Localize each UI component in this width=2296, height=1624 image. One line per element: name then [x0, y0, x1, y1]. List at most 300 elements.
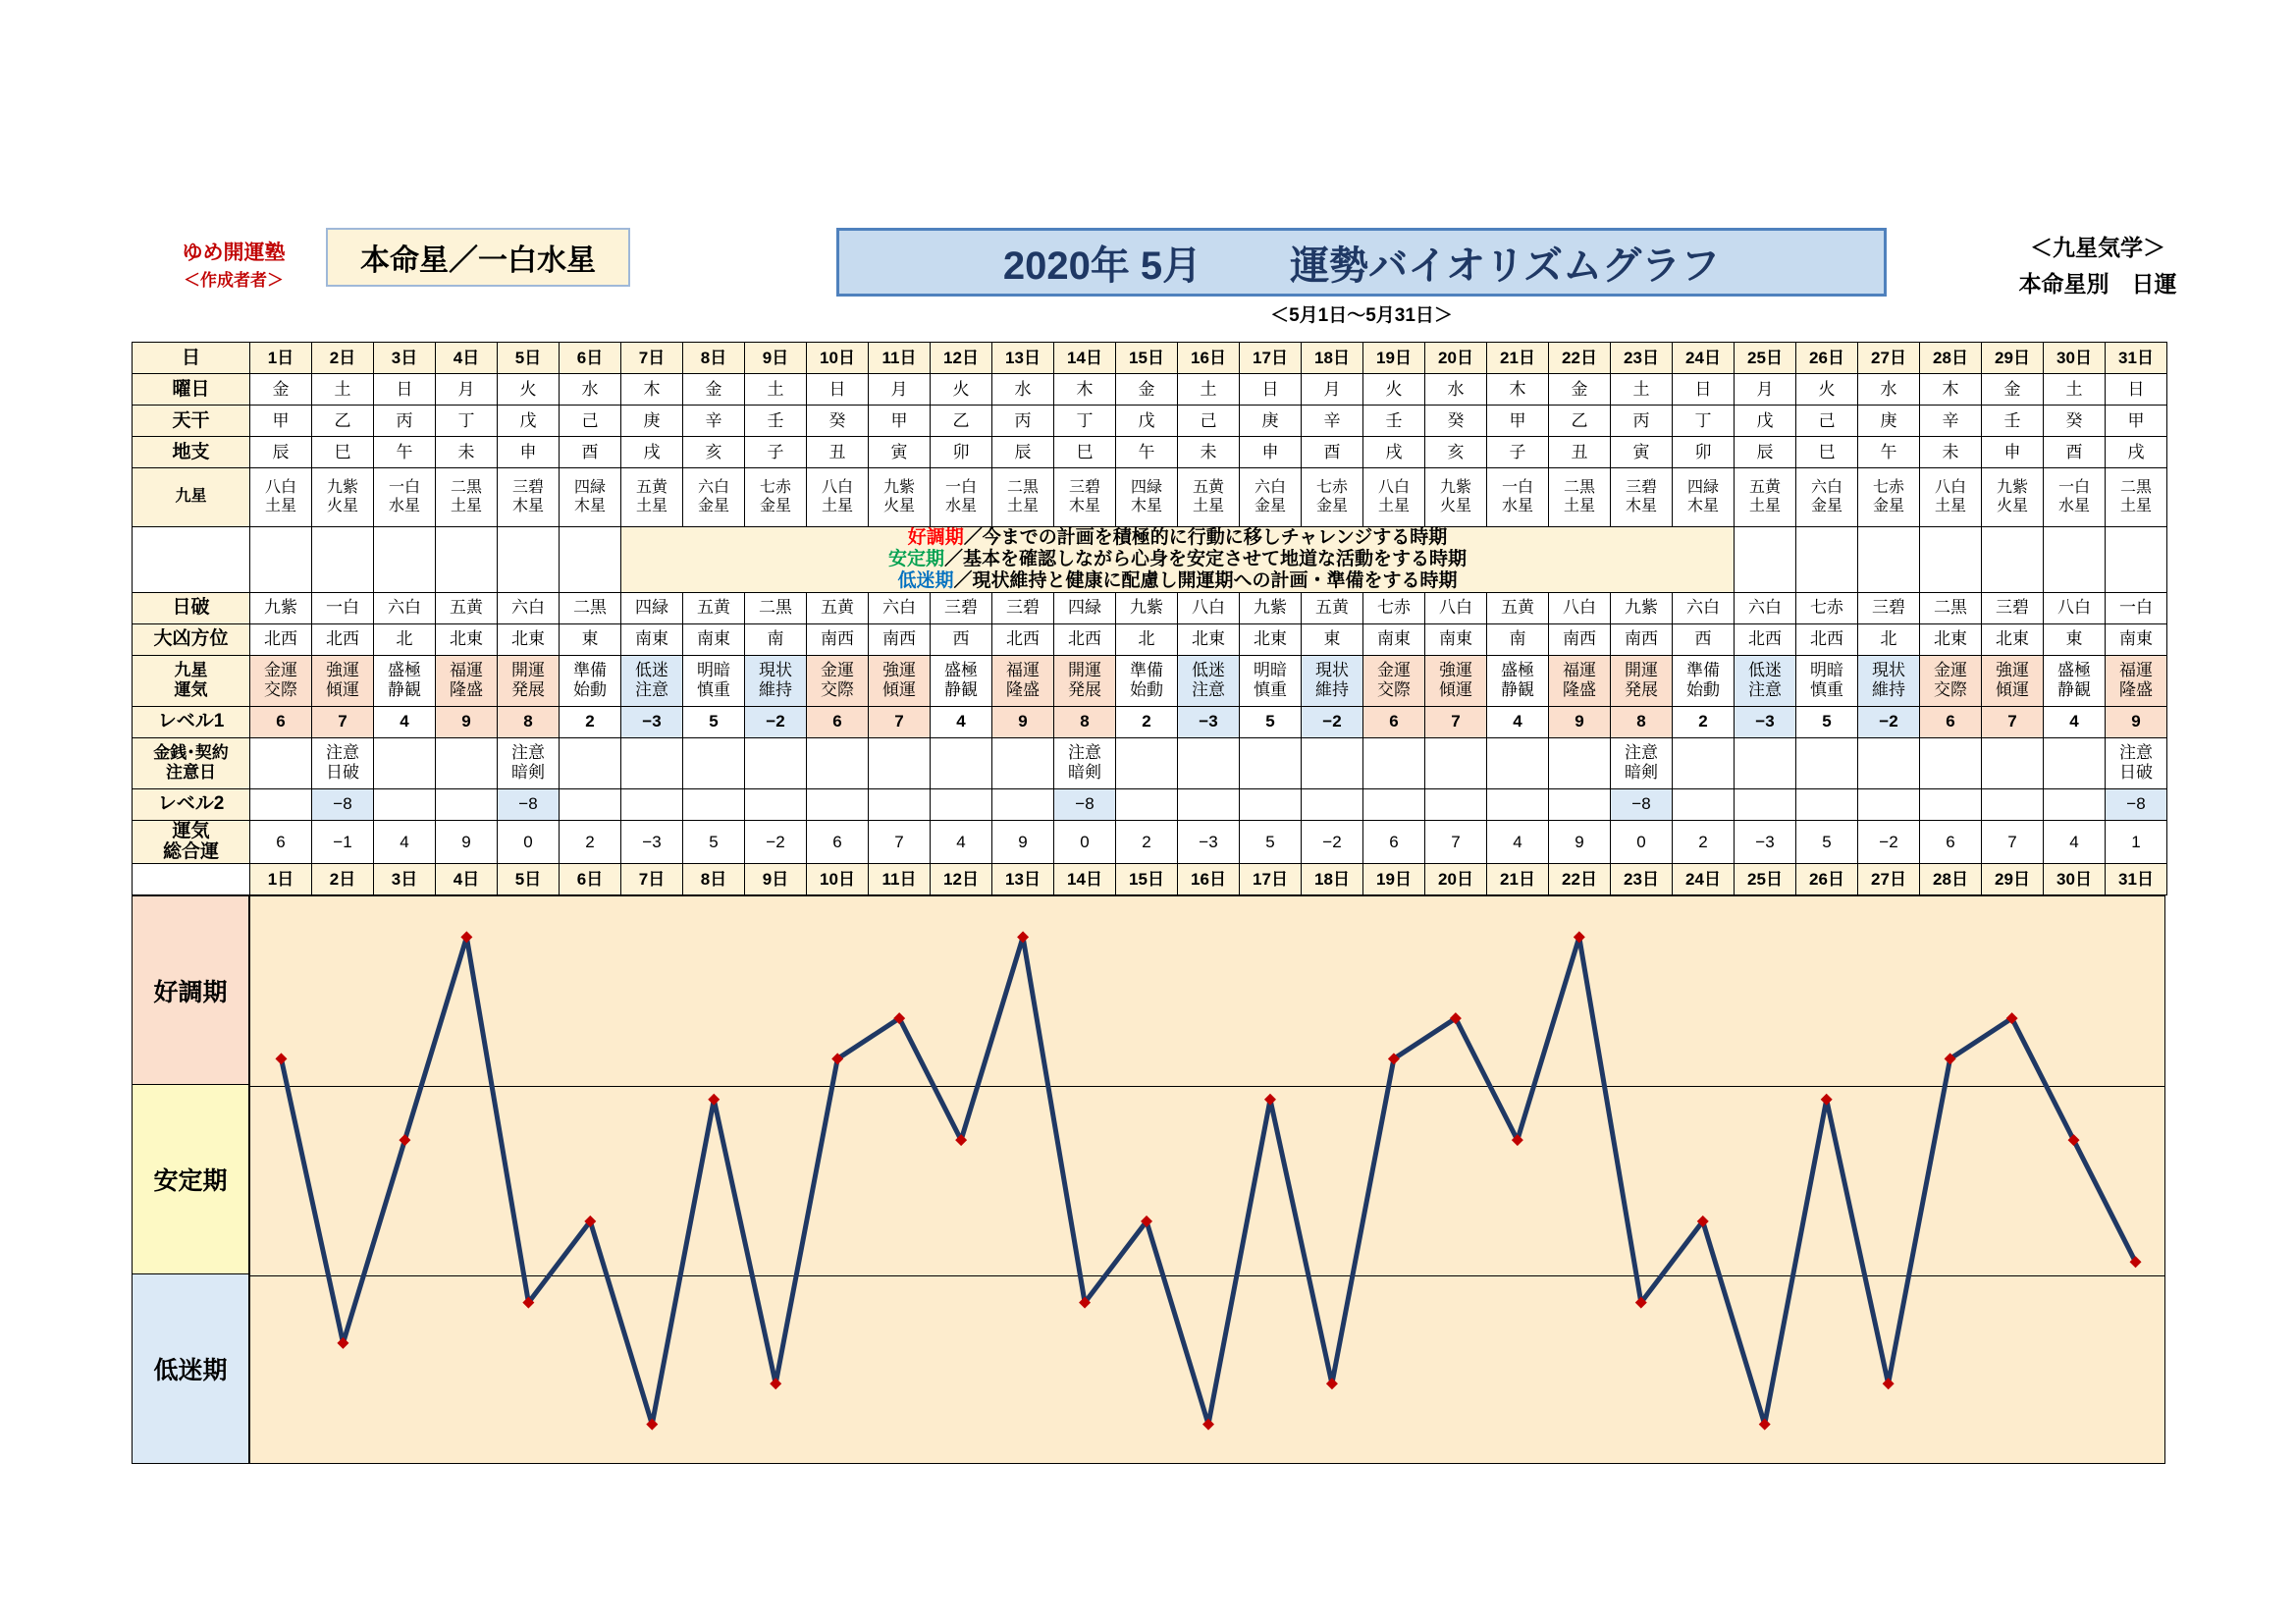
daikyou-cell: 北東	[1240, 623, 1302, 655]
kyusei-cell: 九紫 火星	[312, 468, 374, 527]
kyusei-cell: 六白 金星	[1240, 468, 1302, 527]
day-bottom-cell: 9日	[745, 864, 807, 895]
daikyou-cell: 北西	[992, 623, 1054, 655]
tenkan-cell: 壬	[1982, 406, 2044, 437]
tenkan-cell: 辛	[683, 406, 745, 437]
kyusei-unki-cell: 強運 傾運	[1425, 655, 1487, 706]
chishi-cell: 申	[1240, 437, 1302, 468]
chishi-cell: 未	[436, 437, 498, 468]
nichiun-label: 本命星別 日運	[2018, 270, 2177, 297]
series-point	[1017, 932, 1029, 944]
kyusei-cell: 七赤 金星	[1858, 468, 1920, 527]
day-cell: 21日	[1487, 343, 1549, 374]
tenkan-cell: 庚	[1240, 406, 1302, 437]
level1-cell: 6	[1363, 706, 1425, 737]
legend-spacer-left	[133, 527, 250, 593]
kyusei-unki-cell: 金運 交際	[250, 655, 312, 706]
title-date: 2020年 5月	[1002, 244, 1202, 288]
kyusei-cell: 六白 金星	[683, 468, 745, 527]
kyusei-cell: 五黄 土星	[1735, 468, 1796, 527]
daikyou-cell: 北	[1116, 623, 1178, 655]
weekday-cell: 日	[374, 374, 436, 406]
kyusei-cell: 四緑 木星	[1116, 468, 1178, 527]
kyusei-cell: 八白 土星	[1363, 468, 1425, 527]
kinsen-row	[133, 737, 2167, 788]
level2-cell	[621, 788, 683, 820]
tenkan-cell: 甲	[869, 406, 931, 437]
tenkan-cell: 丙	[374, 406, 436, 437]
tenkan-cell: 戊	[1116, 406, 1178, 437]
org-author: ＜作成者者＞	[184, 271, 284, 290]
kinsen-cell	[1796, 737, 1858, 788]
chishi-cell: 子	[1487, 437, 1549, 468]
level1-cell: 9	[2106, 706, 2167, 737]
kyusei-unki-label: 九星 運気	[133, 655, 250, 706]
day-bottom-cell: 19日	[1363, 864, 1425, 895]
sougou-cell: 4	[2044, 820, 2106, 864]
legend-line-2	[621, 570, 1734, 592]
level2-cell	[1982, 788, 2044, 820]
header-right	[1975, 230, 2220, 302]
weekday-cell: 火	[1363, 374, 1425, 406]
nippa-cell: 五黄	[683, 592, 745, 623]
weekday-cell: 木	[1920, 374, 1982, 406]
sougou-cell: 6	[250, 820, 312, 864]
legend-spacer	[560, 527, 621, 593]
level1-cell: 2	[1116, 706, 1178, 737]
chishi-cell: 寅	[869, 437, 931, 468]
sougou-cell: 0	[498, 820, 560, 864]
level1-cell: 5	[1240, 706, 1302, 737]
kinsen-cell	[931, 737, 992, 788]
nippa-cell: 六白	[374, 592, 436, 623]
kinsen-cell	[1302, 737, 1363, 788]
legend-spacer	[1858, 527, 1920, 593]
sougou-cell: 7	[1982, 820, 2044, 864]
daikyou-cell: 西	[931, 623, 992, 655]
series-point	[708, 1094, 720, 1106]
level1-cell: 4	[374, 706, 436, 737]
sougou-cell: −2	[745, 820, 807, 864]
kyusei-cell: 九紫 火星	[1425, 468, 1487, 527]
level2-cell	[250, 788, 312, 820]
chishi-cell: 酉	[560, 437, 621, 468]
series-point	[1326, 1379, 1338, 1390]
day-cell: 24日	[1673, 343, 1735, 374]
kyusei-unki-cell: 準備 始動	[1673, 655, 1735, 706]
tenkan-cell: 乙	[931, 406, 992, 437]
day-bottom-cell: 4日	[436, 864, 498, 895]
level2-cell	[869, 788, 931, 820]
tenkan-cell: 辛	[1302, 406, 1363, 437]
kyusei-cell: 一白 水星	[2044, 468, 2106, 527]
kinsen-cell	[1487, 737, 1549, 788]
level2-cell	[2044, 788, 2106, 820]
level2-label: レベル2	[133, 788, 250, 820]
weekday-cell: 火	[498, 374, 560, 406]
kinsen-cell	[1425, 737, 1487, 788]
level2-cell	[1178, 788, 1240, 820]
chishi-cell: 卯	[931, 437, 992, 468]
level1-label: レベル1	[133, 706, 250, 737]
daikyou-cell: 南西	[807, 623, 869, 655]
sougou-cell: 5	[683, 820, 745, 864]
level2-cell	[931, 788, 992, 820]
weekday-cell: 火	[931, 374, 992, 406]
kyusei-unki-cell: 現状 維持	[1858, 655, 1920, 706]
kyusei-cell: 三碧 木星	[498, 468, 560, 527]
biorhythm-graph	[132, 895, 2165, 1464]
level1-cell: 9	[436, 706, 498, 737]
level2-cell	[1116, 788, 1178, 820]
legend-row	[133, 527, 2167, 593]
kinsen-cell	[1673, 737, 1735, 788]
day-bottom-cell: 14日	[1054, 864, 1116, 895]
kyusei-unki-cell: 明暗 慎重	[1796, 655, 1858, 706]
sougou-cell: −3	[621, 820, 683, 864]
kyusei-cell: 二黒 土星	[436, 468, 498, 527]
day-row	[133, 343, 2167, 374]
weekday-cell: 水	[1858, 374, 1920, 406]
weekday-cell: 月	[1735, 374, 1796, 406]
weekday-cell: 水	[560, 374, 621, 406]
level1-row	[133, 706, 2167, 737]
chishi-label: 地支	[133, 437, 250, 468]
day-bottom-cell: 18日	[1302, 864, 1363, 895]
day-bottom-cell: 6日	[560, 864, 621, 895]
kyusei-cell: 二黒 土星	[992, 468, 1054, 527]
legend-desc-2: ／現状維持と健康に配慮し開運期への計画・準備をする時期	[953, 569, 1458, 591]
tenkan-row	[133, 406, 2167, 437]
nippa-cell: 二黒	[745, 592, 807, 623]
title-main: 運勢バイオリズムグラフ	[1290, 244, 1721, 288]
kyusei-unki-cell: 福運 隆盛	[1549, 655, 1611, 706]
level2-cell: −8	[498, 788, 560, 820]
nippa-label: 日破	[133, 592, 250, 623]
nippa-cell: 六白	[1735, 592, 1796, 623]
sougou-cell: 1	[2106, 820, 2167, 864]
daikyou-cell: 北西	[250, 623, 312, 655]
level1-cell: 8	[1054, 706, 1116, 737]
sougou-cell: 5	[1796, 820, 1858, 864]
tenkan-cell: 甲	[250, 406, 312, 437]
chishi-cell: 申	[1982, 437, 2044, 468]
kinsen-cell	[1240, 737, 1302, 788]
level1-cell: 7	[312, 706, 374, 737]
level2-cell: −8	[1054, 788, 1116, 820]
day-cell: 16日	[1178, 343, 1240, 374]
sougou-cell: 6	[1920, 820, 1982, 864]
day-cell: 30日	[2044, 343, 2106, 374]
level1-cell: 7	[1425, 706, 1487, 737]
series-point	[1759, 1419, 1771, 1431]
day-cell: 26日	[1796, 343, 1858, 374]
series-point	[646, 1419, 658, 1431]
kinsen-cell	[436, 737, 498, 788]
series-point	[1202, 1419, 1214, 1431]
day-cell: 28日	[1920, 343, 1982, 374]
chishi-cell: 辰	[992, 437, 1054, 468]
band-label-low: 低迷期	[132, 1274, 249, 1464]
weekday-cell: 土	[1611, 374, 1673, 406]
weekday-cell: 金	[1982, 374, 2044, 406]
kyusei-cell: 八白 土星	[807, 468, 869, 527]
chishi-cell: 寅	[1611, 437, 1673, 468]
sougou-cell: −3	[1735, 820, 1796, 864]
legend-line-0	[621, 527, 1734, 549]
day-cell: 3日	[374, 343, 436, 374]
weekday-cell: 金	[683, 374, 745, 406]
day-bottom-cell: 5日	[498, 864, 560, 895]
daikyou-cell: 南西	[1549, 623, 1611, 655]
tenkan-cell: 戊	[1735, 406, 1796, 437]
day-bottom-cell: 1日	[250, 864, 312, 895]
sougou-cell: 2	[1116, 820, 1178, 864]
tenkan-cell: 丁	[1054, 406, 1116, 437]
level2-cell	[1363, 788, 1425, 820]
band-label-stable: 安定期	[132, 1085, 249, 1274]
sougou-row	[133, 820, 2167, 864]
kyusei-cell: 七赤 金星	[745, 468, 807, 527]
level1-cell: 5	[1796, 706, 1858, 737]
daikyou-cell: 南東	[683, 623, 745, 655]
org-block	[149, 228, 318, 302]
legend-spacer	[2106, 527, 2167, 593]
kyusei-cell: 五黄 土星	[621, 468, 683, 527]
day-cell: 22日	[1549, 343, 1611, 374]
series-line	[282, 938, 2136, 1425]
graph-plot-area	[249, 895, 2165, 1464]
sougou-cell: −2	[1858, 820, 1920, 864]
level1-cell: 5	[683, 706, 745, 737]
nippa-cell: 六白	[1673, 592, 1735, 623]
chishi-cell: 亥	[1425, 437, 1487, 468]
chishi-cell: 未	[1920, 437, 1982, 468]
nippa-cell: 七赤	[1796, 592, 1858, 623]
daikyou-cell: 北東	[1920, 623, 1982, 655]
kyusei-unki-cell: 準備 始動	[1116, 655, 1178, 706]
tenkan-cell: 丙	[1611, 406, 1673, 437]
weekday-cell: 土	[312, 374, 374, 406]
level1-cell: 7	[869, 706, 931, 737]
day-bottom-cell: 21日	[1487, 864, 1549, 895]
kyusei-unki-cell: 福運 隆盛	[2106, 655, 2167, 706]
tenkan-label: 天干	[133, 406, 250, 437]
nippa-cell: 一白	[2106, 592, 2167, 623]
legend-spacer	[374, 527, 436, 593]
chishi-cell: 未	[1178, 437, 1240, 468]
kyusei-cell: 九紫 火星	[1982, 468, 2044, 527]
daikyou-cell: 北西	[1796, 623, 1858, 655]
day-label: 日	[133, 343, 250, 374]
kinsen-cell	[1363, 737, 1425, 788]
level2-cell	[1240, 788, 1302, 820]
chishi-cell: 戌	[1363, 437, 1425, 468]
level2-cell	[1673, 788, 1735, 820]
nippa-cell: 三碧	[931, 592, 992, 623]
kyusei-cell: 七赤 金星	[1302, 468, 1363, 527]
nippa-cell: 二黒	[1920, 592, 1982, 623]
chishi-cell: 戌	[621, 437, 683, 468]
sougou-cell: −3	[1178, 820, 1240, 864]
day-cell: 11日	[869, 343, 931, 374]
level2-cell	[560, 788, 621, 820]
chishi-cell: 卯	[1673, 437, 1735, 468]
tenkan-cell: 壬	[745, 406, 807, 437]
kinsen-cell	[1735, 737, 1796, 788]
kyusei-unki-cell: 金運 交際	[1363, 655, 1425, 706]
day-bottom-cell: 16日	[1178, 864, 1240, 895]
nippa-cell: 五黄	[807, 592, 869, 623]
nippa-cell: 五黄	[436, 592, 498, 623]
day-cell: 13日	[992, 343, 1054, 374]
daikyou-cell: 北	[1858, 623, 1920, 655]
level1-cell: −3	[1735, 706, 1796, 737]
tenkan-cell: 乙	[312, 406, 374, 437]
kinsen-cell	[1549, 737, 1611, 788]
nippa-cell: 九紫	[1240, 592, 1302, 623]
nippa-cell: 一白	[312, 592, 374, 623]
kinsen-cell	[2044, 737, 2106, 788]
day-bottom-cell: 22日	[1549, 864, 1611, 895]
daikyou-label: 大凶方位	[133, 623, 250, 655]
daikyou-cell: 北西	[1735, 623, 1796, 655]
level1-cell: 6	[807, 706, 869, 737]
tenkan-cell: 己	[1178, 406, 1240, 437]
kyusei-unki-cell: 福運 隆盛	[992, 655, 1054, 706]
kyusei-unki-cell: 低迷 注意	[621, 655, 683, 706]
level2-cell	[1425, 788, 1487, 820]
level2-cell: −8	[1611, 788, 1673, 820]
level2-cell	[374, 788, 436, 820]
day-bottom-label	[133, 864, 250, 895]
day-cell: 15日	[1116, 343, 1178, 374]
day-bottom-cell: 10日	[807, 864, 869, 895]
chishi-cell: 巳	[312, 437, 374, 468]
kinsen-cell	[374, 737, 436, 788]
tenkan-cell: 庚	[621, 406, 683, 437]
day-cell: 9日	[745, 343, 807, 374]
honmeisei-badge: 本命星／一白水星	[326, 228, 630, 287]
tenkan-cell: 己	[1796, 406, 1858, 437]
tenkan-cell: 己	[560, 406, 621, 437]
kyusei-label: 九星	[133, 468, 250, 527]
kyusei-cell: 二黒 土星	[1549, 468, 1611, 527]
legend-spacer	[250, 527, 312, 593]
sougou-cell: 4	[931, 820, 992, 864]
day-cell: 14日	[1054, 343, 1116, 374]
tenkan-cell: 丁	[1673, 406, 1735, 437]
nippa-cell: 九紫	[1116, 592, 1178, 623]
chishi-cell: 子	[745, 437, 807, 468]
chishi-cell: 午	[374, 437, 436, 468]
kinsen-cell: 注意 暗剣	[1611, 737, 1673, 788]
sougou-cell: 4	[1487, 820, 1549, 864]
legend-spacer	[1735, 527, 1796, 593]
nippa-cell: 六白	[498, 592, 560, 623]
nippa-cell: 六白	[869, 592, 931, 623]
day-cell: 8日	[683, 343, 745, 374]
kinsen-cell: 注意 暗剣	[498, 737, 560, 788]
day-cell: 19日	[1363, 343, 1425, 374]
sougou-cell: −2	[1302, 820, 1363, 864]
kinsen-cell: 注意 日破	[2106, 737, 2167, 788]
nippa-cell: 三碧	[992, 592, 1054, 623]
day-cell: 27日	[1858, 343, 1920, 374]
weekday-cell: 火	[1796, 374, 1858, 406]
tenkan-cell: 丁	[436, 406, 498, 437]
chishi-cell: 辰	[250, 437, 312, 468]
graph-band-labels	[132, 895, 249, 1464]
kyusei-cell: 四緑 木星	[1673, 468, 1735, 527]
fortune-table	[132, 342, 2167, 895]
weekday-cell: 日	[1673, 374, 1735, 406]
day-bottom-cell: 24日	[1673, 864, 1735, 895]
level2-cell: −8	[2106, 788, 2167, 820]
chishi-cell: 辰	[1735, 437, 1796, 468]
day-bottom-cell: 31日	[2106, 864, 2167, 895]
day-bottom-cell: 23日	[1611, 864, 1673, 895]
series-point	[1574, 932, 1585, 944]
day-cell: 5日	[498, 343, 560, 374]
kinsen-label: 金銭･契約 注意日	[133, 737, 250, 788]
daikyou-cell: 東	[1302, 623, 1363, 655]
nippa-row	[133, 592, 2167, 623]
kyusei-unki-cell: 盛極 静観	[1487, 655, 1549, 706]
weekday-cell: 水	[992, 374, 1054, 406]
day-bottom-row	[133, 864, 2167, 895]
day-cell: 1日	[250, 343, 312, 374]
weekday-cell: 木	[1487, 374, 1549, 406]
day-cell: 25日	[1735, 343, 1796, 374]
day-cell: 17日	[1240, 343, 1302, 374]
tenkan-cell: 癸	[807, 406, 869, 437]
day-bottom-cell: 20日	[1425, 864, 1487, 895]
day-bottom-cell: 3日	[374, 864, 436, 895]
sougou-cell: 9	[1549, 820, 1611, 864]
kyusei-unki-cell: 強運 傾運	[1982, 655, 2044, 706]
day-cell: 6日	[560, 343, 621, 374]
day-bottom-cell: 30日	[2044, 864, 2106, 895]
sougou-cell: 7	[869, 820, 931, 864]
weekday-cell: 木	[1054, 374, 1116, 406]
sougou-cell: 7	[1425, 820, 1487, 864]
tenkan-cell: 戊	[498, 406, 560, 437]
level1-cell: 9	[1549, 706, 1611, 737]
kyusei-unki-cell: 低迷 注意	[1735, 655, 1796, 706]
chishi-cell: 酉	[1302, 437, 1363, 468]
tenkan-cell: 甲	[2106, 406, 2167, 437]
chishi-cell: 丑	[807, 437, 869, 468]
nippa-cell: 八白	[1178, 592, 1240, 623]
daikyou-cell: 北東	[1982, 623, 2044, 655]
page-header	[149, 228, 2177, 326]
day-cell: 23日	[1611, 343, 1673, 374]
daikyou-cell: 南	[745, 623, 807, 655]
weekday-row	[133, 374, 2167, 406]
day-cell: 18日	[1302, 343, 1363, 374]
nippa-cell: 八白	[1425, 592, 1487, 623]
kyusei-cell: 九紫 火星	[869, 468, 931, 527]
legend-desc-0: ／今までの計画を積極的に行動に移しチャレンジする時期	[963, 527, 1448, 548]
weekday-label: 曜日	[133, 374, 250, 406]
kinsen-cell	[250, 737, 312, 788]
legend-line-1	[621, 549, 1734, 570]
nippa-cell: 八白	[2044, 592, 2106, 623]
daikyou-cell: 北東	[498, 623, 560, 655]
daikyou-cell: 東	[2044, 623, 2106, 655]
kinsen-cell	[807, 737, 869, 788]
